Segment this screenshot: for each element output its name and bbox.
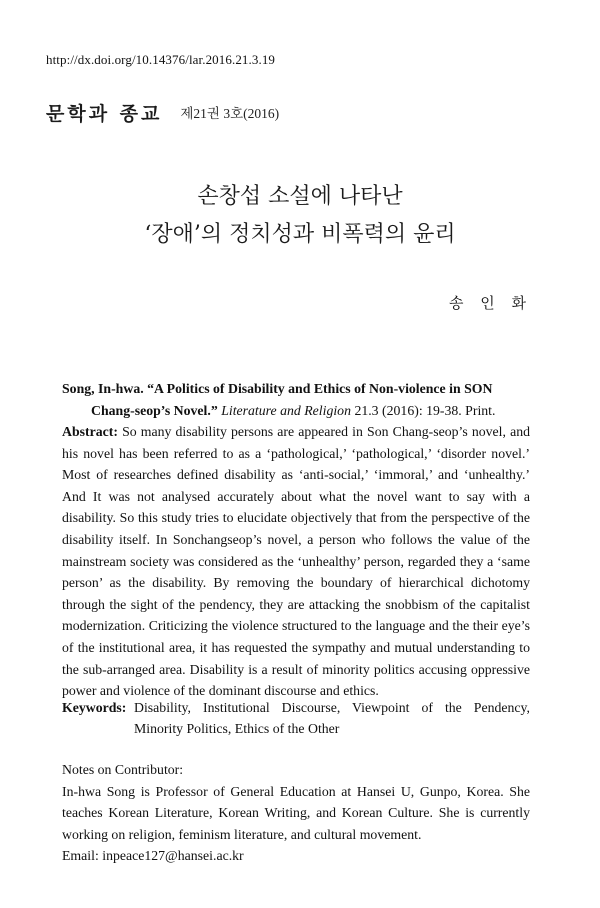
notes-heading: Notes on Contributor: [62, 762, 184, 777]
abstract-label: Abstract: [62, 424, 118, 439]
citation-journal: Literature and Religion [221, 402, 351, 418]
contributor-notes [62, 759, 530, 867]
citation-title-part-1: “A Politics of Disability and Ethics of Non-violence in SON [147, 381, 493, 396]
title-line-1: 손창섭 소설에 나타난 [197, 184, 403, 209]
author-name: 송 인 화 [448, 294, 532, 312]
keywords [62, 697, 530, 739]
doi-link[interactable]: http://dx.doi.org/10.14376/lar.2016.21.3.19 [46, 52, 276, 67]
title-line-2: ‘장애’의 정치성과 비폭력의 윤리 [144, 222, 456, 247]
article-title [0, 178, 600, 254]
abstract [62, 421, 530, 702]
citation [62, 378, 530, 421]
citation-title-part-2: Chang-seop’s Novel.” [91, 402, 218, 418]
journal-logo: 문학과 종교 [46, 102, 163, 125]
notes-bio: In-hwa Song is Professor of General Education at Hansei U, Gunpo, Korea. She teaches Korean Literature, Korean Writing, and Korean Culture. She is currently working on religion, feminism literature, and cultural movement. [62, 783, 530, 842]
issue-number: 제21권 3호(2016) [180, 106, 280, 121]
journal-header [46, 100, 279, 124]
citation-details: 21.3 (2016): 19-38. Print. [354, 402, 496, 418]
abstract-text: So many disability persons are appeared in Son Chang-seop’s novel, and his novel has been referred to as a ‘pathological,’ ‘pathological,’ ‘disorder novel.’ Most of researches defined disability as ‘anti-social,’ ‘immoral,’ and ‘unhealthy.’ And It was not analysed accurately about what the novel want to say with a disability. So this study tries to elucidate objectively that from the perspective of the disability itself. In Sonchangseop’s novel, a person who follows the value of the mainstream society was considered as the ‘unhealthy’ person, regarded they a ‘same person’ as the disability. By removing the boundary of hierarchical dichotomy through the sight of the pendency, they are attacking the snobbism of the capitalist modernization. Criticizing the violence structured to the language and the their eye’s of the institutional area, it has requested the sympathy and mutual understanding to the sub-arranged area. Disability is a result of minority politics accusing oppressive power and violence of the dominant discourse and ethics. [62, 424, 530, 699]
keywords-text: Disability, Institutional Discourse, Viewpoint of the Pendency, Minority Politics, Ethics of the Other [134, 700, 530, 736]
notes-email[interactable]: Email: inpeace127@hansei.ac.kr [62, 848, 244, 863]
citation-authors: Song, In-hwa. [62, 381, 144, 396]
keywords-label: Keywords: [62, 700, 127, 715]
